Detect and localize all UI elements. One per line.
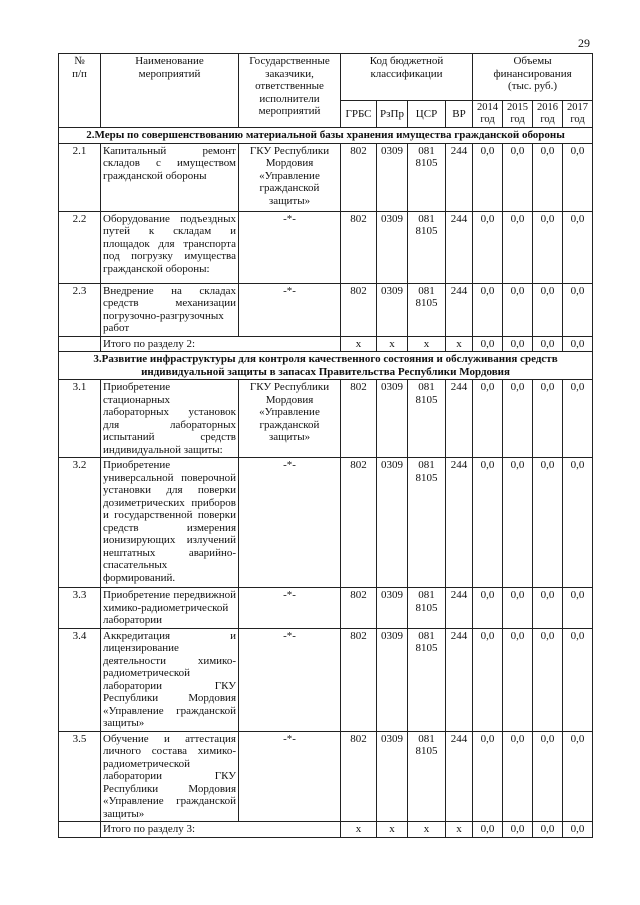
row-name: Аккредитация и лицензирование деятельности химико-радиометрической лаборатории ГКУ Республики Мордовия «Управление гражданской защиты»: [101, 628, 239, 731]
row-csr: 081 8105: [408, 143, 446, 211]
total-csr: x: [408, 822, 446, 838]
section-title-row: [59, 128, 593, 144]
row-csr: 081 8105: [408, 628, 446, 731]
row-vr: 244: [446, 588, 473, 629]
row-number: 3.3: [59, 588, 101, 629]
section-title: 3.Развитие инфраструктуры для контроля качественного состояния и обслуживания средств индивидуальной защиты в запасах Правительства Республики Мордовия: [59, 352, 593, 380]
row-grbs: 802: [341, 458, 377, 588]
row-value: 0,0: [533, 731, 563, 822]
row-value: 0,0: [533, 283, 563, 336]
row-value: 0,0: [503, 380, 533, 458]
table-row: [59, 143, 593, 211]
total-value: 0,0: [473, 822, 503, 838]
header-row: [59, 54, 593, 101]
row-value: 0,0: [473, 283, 503, 336]
row-value: 0,0: [563, 458, 593, 588]
row-rzpr: 0309: [377, 628, 408, 731]
total-rzpr: x: [377, 336, 408, 352]
row-grbs: 802: [341, 588, 377, 629]
row-customer: -*-: [239, 283, 341, 336]
table-row: [59, 380, 593, 458]
row-customer: ГКУ Республики Мордовия «Управление гражданской защиты»: [239, 143, 341, 211]
header-year: 2017 год: [563, 101, 593, 128]
header-budget-code: Код бюджетной классификации: [341, 54, 473, 101]
header-rzpr: РзПр: [377, 101, 408, 128]
header-customers: Государственные заказчики, ответственные исполнители мероприятий: [239, 54, 341, 128]
total-vr: x: [446, 822, 473, 838]
row-customer: -*-: [239, 211, 341, 283]
table-row: [59, 211, 593, 283]
financing-table: [58, 53, 593, 838]
row-rzpr: 0309: [377, 211, 408, 283]
header-year: 2015 год: [503, 101, 533, 128]
row-value: 0,0: [503, 731, 533, 822]
row-vr: 244: [446, 458, 473, 588]
row-grbs: 802: [341, 628, 377, 731]
row-rzpr: 0309: [377, 588, 408, 629]
header-name: Наименование мероприятий: [101, 54, 239, 128]
row-number: 2.3: [59, 283, 101, 336]
total-vr: x: [446, 336, 473, 352]
header-volumes: Объемы финансирования (тыс. руб.): [473, 54, 593, 101]
total-grbs: x: [341, 336, 377, 352]
row-value: 0,0: [473, 731, 503, 822]
row-value: 0,0: [533, 588, 563, 629]
row-rzpr: 0309: [377, 731, 408, 822]
row-value: 0,0: [533, 143, 563, 211]
row-value: 0,0: [533, 458, 563, 588]
row-value: 0,0: [533, 380, 563, 458]
total-rzpr: x: [377, 822, 408, 838]
row-csr: 081 8105: [408, 283, 446, 336]
row-number: 3.4: [59, 628, 101, 731]
total-value: 0,0: [533, 336, 563, 352]
row-value: 0,0: [473, 143, 503, 211]
row-customer: -*-: [239, 628, 341, 731]
row-grbs: 802: [341, 211, 377, 283]
row-number: 2.2: [59, 211, 101, 283]
row-value: 0,0: [563, 283, 593, 336]
row-number: 3.1: [59, 380, 101, 458]
row-csr: 081 8105: [408, 211, 446, 283]
total-row: [59, 822, 593, 838]
row-vr: 244: [446, 628, 473, 731]
row-customer: -*-: [239, 458, 341, 588]
section-title-row: [59, 352, 593, 380]
header-vr: ВР: [446, 101, 473, 128]
row-csr: 081 8105: [408, 380, 446, 458]
row-value: 0,0: [563, 211, 593, 283]
row-csr: 081 8105: [408, 588, 446, 629]
table-row: [59, 283, 593, 336]
table-row: [59, 628, 593, 731]
page-number: 29: [578, 36, 590, 50]
header-year: 2014 год: [473, 101, 503, 128]
row-vr: 244: [446, 283, 473, 336]
row-value: 0,0: [503, 143, 533, 211]
row-rzpr: 0309: [377, 143, 408, 211]
header-year: 2016 год: [533, 101, 563, 128]
row-value: 0,0: [503, 458, 533, 588]
header-grbs: ГРБС: [341, 101, 377, 128]
row-rzpr: 0309: [377, 458, 408, 588]
row-value: 0,0: [563, 628, 593, 731]
row-value: 0,0: [503, 588, 533, 629]
row-name: Внедрение на складах средств механизации погрузочно-разгрузочных работ: [101, 283, 239, 336]
row-value: 0,0: [563, 588, 593, 629]
row-name: Приобретение универсальной поверочной установки для поверки дозиметрических приборов и государственной поверки средств измерения ионизирующих излучений нештатных аварийно-спасательных формирований.: [101, 458, 239, 588]
row-value: 0,0: [473, 380, 503, 458]
row-customer: ГКУ Республики Мордовия «Управление гражданской защиты»: [239, 380, 341, 458]
row-csr: 081 8105: [408, 458, 446, 588]
total-label: Итого по разделу 3:: [101, 822, 341, 838]
row-name: Обучение и аттестация личного состава химико-радиометрической лаборатории ГКУ Республики Мордовия «Управление гражданской защиты»: [101, 731, 239, 822]
table-row: [59, 458, 593, 588]
row-name: Приобретение передвижной химико-радиометрической лаборатории: [101, 588, 239, 629]
table-row: [59, 588, 593, 629]
row-value: 0,0: [503, 211, 533, 283]
row-name: Оборудование подъездных путей к складам и площадок для транспорта под погрузку имущества гражданской обороны:: [101, 211, 239, 283]
row-csr: 081 8105: [408, 731, 446, 822]
row-value: 0,0: [563, 380, 593, 458]
total-csr: x: [408, 336, 446, 352]
row-grbs: 802: [341, 731, 377, 822]
row-value: 0,0: [473, 628, 503, 731]
row-vr: 244: [446, 143, 473, 211]
row-value: 0,0: [503, 283, 533, 336]
total-value: 0,0: [563, 822, 593, 838]
row-value: 0,0: [533, 628, 563, 731]
total-grbs: x: [341, 822, 377, 838]
row-vr: 244: [446, 731, 473, 822]
total-value: 0,0: [503, 822, 533, 838]
row-value: 0,0: [473, 588, 503, 629]
row-number: 3.5: [59, 731, 101, 822]
row-value: 0,0: [533, 211, 563, 283]
total-label: Итого по разделу 2:: [101, 336, 341, 352]
header-num: № п/п: [59, 54, 101, 128]
row-value: 0,0: [473, 211, 503, 283]
row-customer: -*-: [239, 588, 341, 629]
row-vr: 244: [446, 211, 473, 283]
total-value: 0,0: [533, 822, 563, 838]
row-number: 3.2: [59, 458, 101, 588]
total-value: 0,0: [473, 336, 503, 352]
row-rzpr: 0309: [377, 283, 408, 336]
row-grbs: 802: [341, 380, 377, 458]
total-value: 0,0: [503, 336, 533, 352]
total-empty: [59, 822, 101, 838]
row-vr: 244: [446, 380, 473, 458]
row-number: 2.1: [59, 143, 101, 211]
row-value: 0,0: [563, 143, 593, 211]
row-value: 0,0: [473, 458, 503, 588]
table-row: [59, 731, 593, 822]
total-empty: [59, 336, 101, 352]
total-value: 0,0: [563, 336, 593, 352]
row-customer: -*-: [239, 731, 341, 822]
header-csr: ЦСР: [408, 101, 446, 128]
row-name: Капитальный ремонт складов с имуществом гражданской обороны: [101, 143, 239, 211]
row-name: Приобретение стационарных лабораторных установок для лабораторных испытаний средств индивидуальной защиты:: [101, 380, 239, 458]
row-grbs: 802: [341, 143, 377, 211]
total-row: [59, 336, 593, 352]
row-value: 0,0: [503, 628, 533, 731]
row-rzpr: 0309: [377, 380, 408, 458]
row-grbs: 802: [341, 283, 377, 336]
row-value: 0,0: [563, 731, 593, 822]
section-title: 2.Меры по совершенствованию материальной базы хранения имущества гражданской обороны: [59, 128, 593, 144]
